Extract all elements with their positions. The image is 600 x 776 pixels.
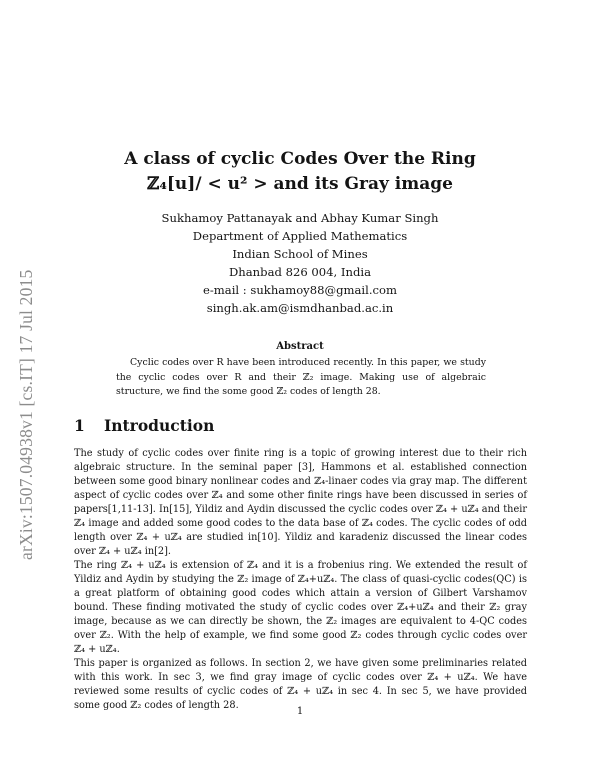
section-heading-introduction <box>74 416 214 435</box>
body-paragraph: This paper is organized as follows. In section 2, we have given some preliminaries related with this work. In sec 3, we find gray image of cyclic codes over ℤ₄ + uℤ₄. We have reviewed some results of cyclic codes of ℤ₄ + uℤ₄ in sec 4. In sec 5, we have provided some good ℤ₂ codes of length 28. <box>74 658 527 711</box>
author-school: Indian School of Mines <box>232 247 368 262</box>
section-title: Introduction <box>104 416 215 435</box>
abstract-text: Cyclic codes over R have been introduced recently. In this paper, we study the cyclic codes over R and their ℤ₂ image. Making use of algebraic structure, we find the some good ℤ₂ codes of length 28. <box>116 357 486 397</box>
arxiv-identifier-stamp: arXiv:1507.04938v1 [cs.IT] 17 Jul 2015 <box>16 269 36 560</box>
page-number: 1 <box>296 706 304 717</box>
title-line-2: ℤ₄[u]/ < u² > and its Gray image <box>147 174 453 194</box>
author-names: Sukhamoy Pattanayak and Abhay Kumar Singh <box>161 211 439 225</box>
body-paragraph: The study of cyclic codes over finite ring is a topic of growing interest due to their rich algebraic structure. In the seminal paper [3], Hammons et al. established connection between some good binary nonlinear codes and ℤ₄-linaer codes via gray map. The different aspect of cyclic codes over ℤ₄ and some other finite rings have been discussed in series of papers[1,11-13]. In[15], Yildiz and Aydin discussed the cyclic codes over ℤ₄ + uℤ₄ and their ℤ₄ image and added some good codes to the data base of ℤ₄ codes. The cyclic codes of odd length over ℤ₄ + uℤ₄ are studied in[10]. Yildiz and karadeniz discussed the linear codes over ℤ₄ + uℤ₄ in[2]. <box>74 448 527 557</box>
author-block <box>100 209 500 318</box>
title-line-1: A class of cyclic Codes Over the Ring <box>124 149 476 169</box>
author-department: Department of Applied Mathematics <box>192 229 408 244</box>
introduction-body <box>74 447 527 713</box>
abstract-heading: Abstract <box>276 341 324 352</box>
author-email-2: singh.ak.am@ismdhanbad.ac.in <box>206 301 394 316</box>
author-city: Dhanbad 826 004, India <box>229 265 371 280</box>
paper-title <box>60 147 540 197</box>
body-paragraph: The ring ℤ₄ + uℤ₄ is extension of ℤ₄ and it is a frobenius ring. We extended the result of Yildiz and Aydin by studying the ℤ₂ image of ℤ₄+uℤ₄. The class of quasi-cyclic codes(QC) is a great platform of obtaining good codes which attain a version of Gilbert Varshamov bound. These finding motivated the study of cyclic codes over ℤ₄+uℤ₄ and their ℤ₂ gray image, because as we can directly be shown, the ℤ₂ images are equivalent to 4-QC codes over ℤ₂. With the help of example, we find some good ℤ₂ codes through cyclic codes over ℤ₄ + uℤ₄. <box>74 560 527 655</box>
section-number: 1 <box>74 416 85 435</box>
author-email-1: e-mail : sukhamoy88@gmail.com <box>203 283 397 298</box>
